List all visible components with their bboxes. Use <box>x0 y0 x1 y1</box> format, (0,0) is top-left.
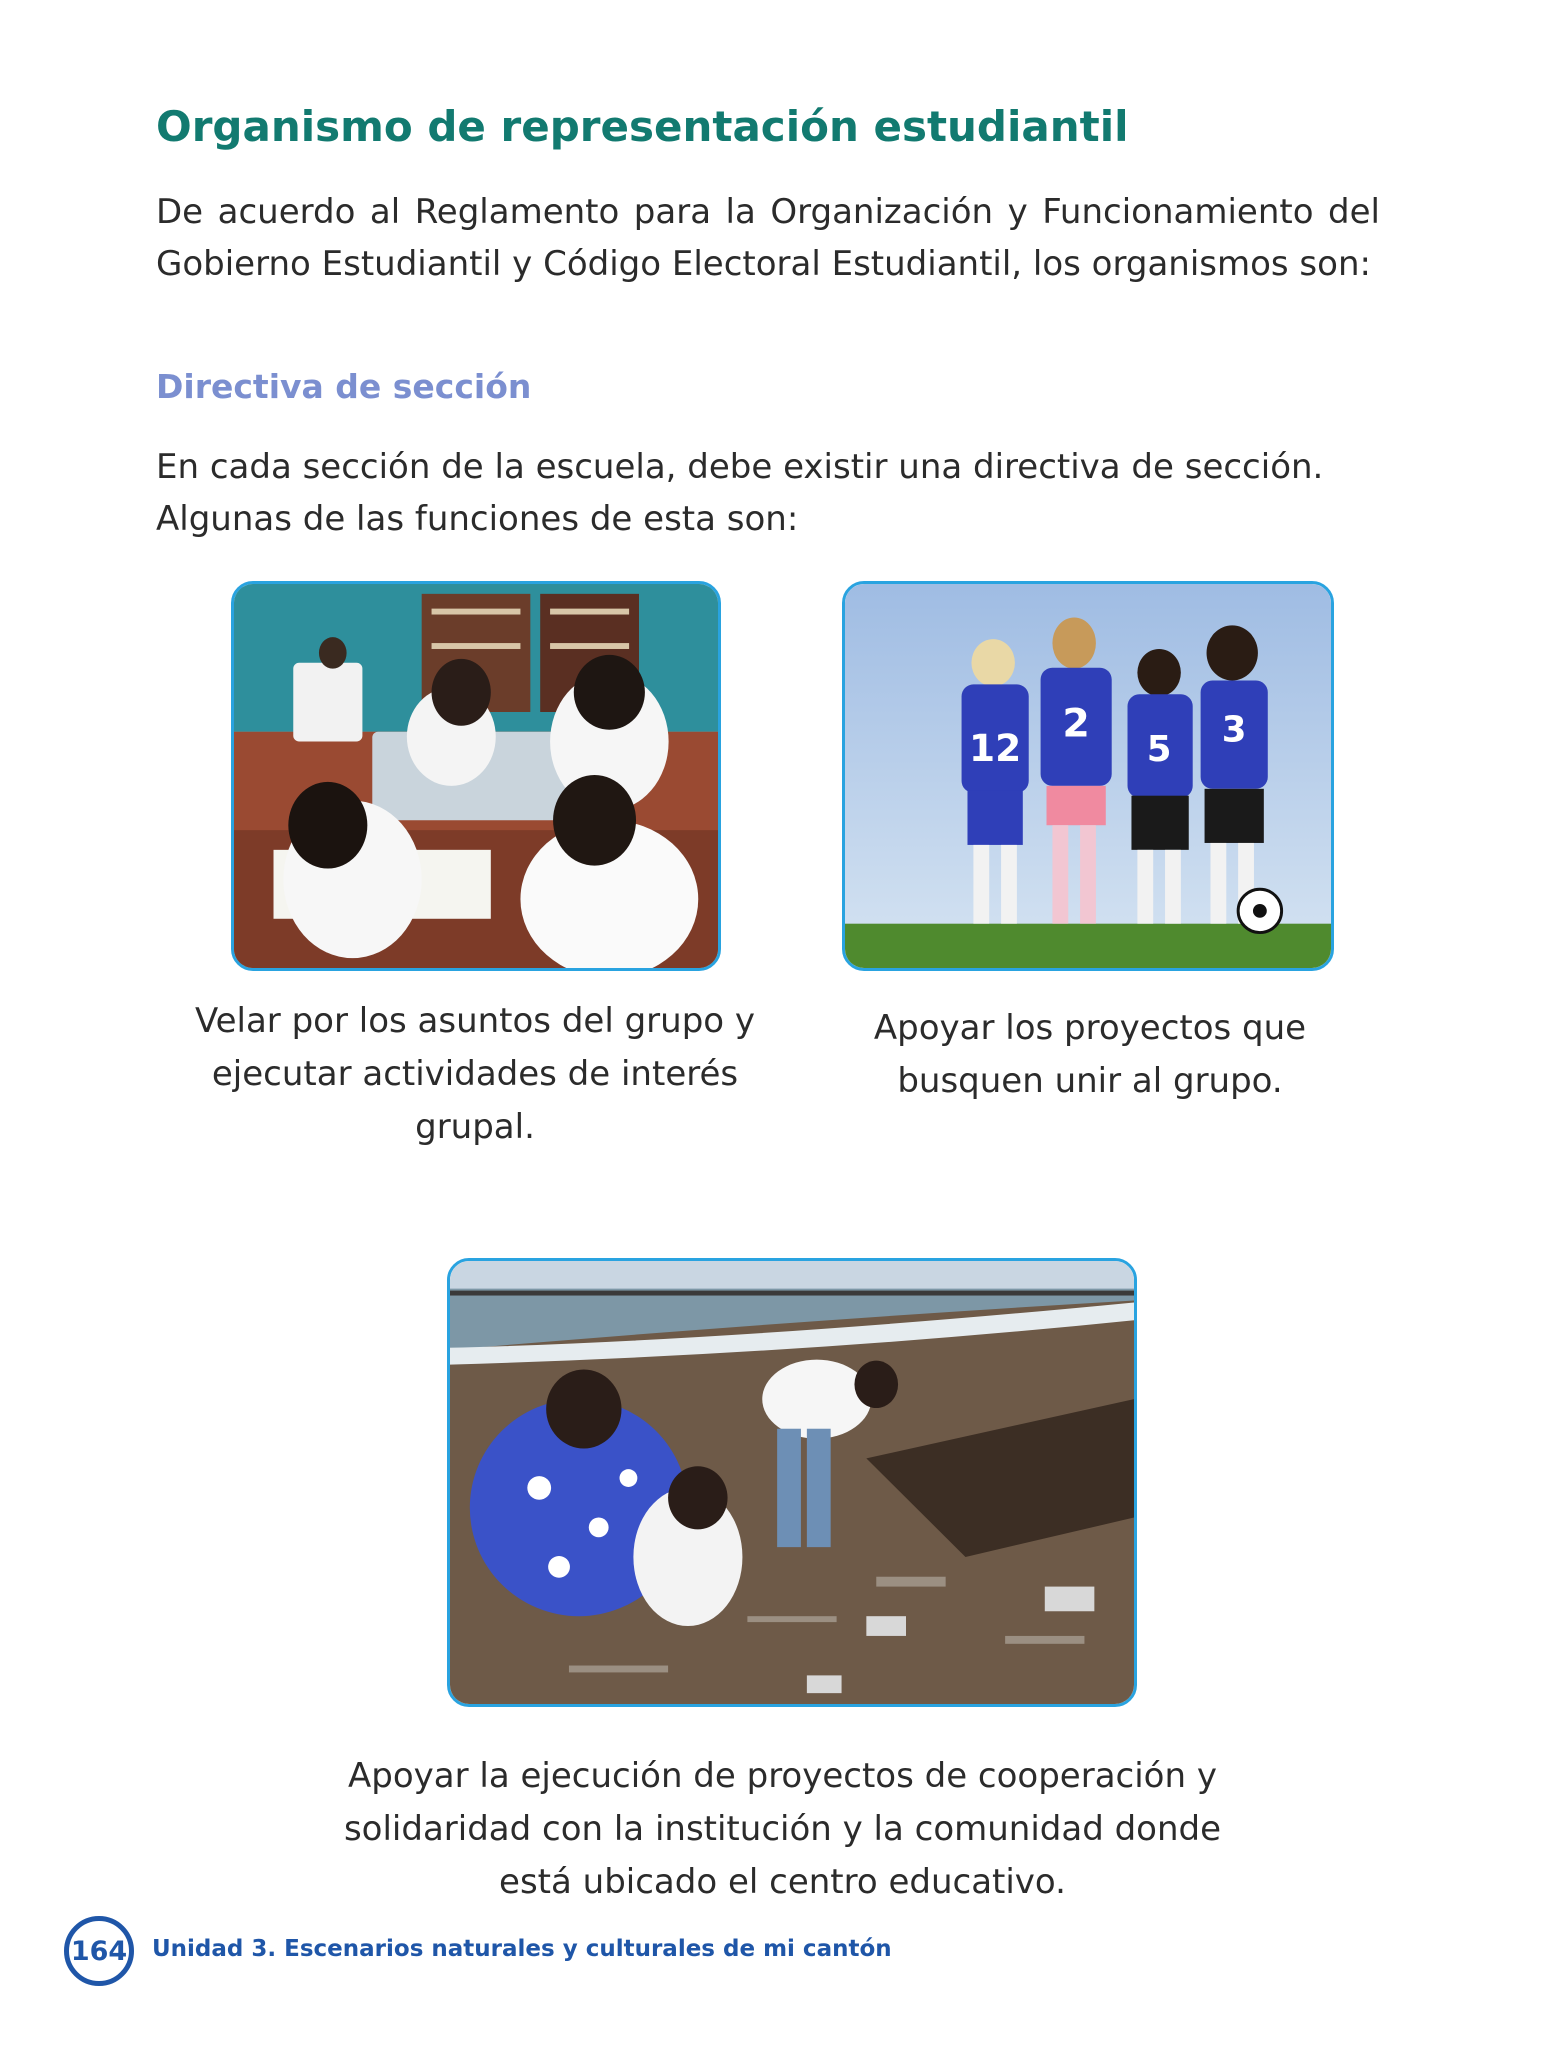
jersey-number-2: 2 <box>1062 700 1090 747</box>
beach-cleanup-photo <box>447 1258 1137 1707</box>
caption-3: Apoyar la ejecución de proyectos de cooperación y solidaridad con la institución y la comunidad donde está ubicado el centro educativo. <box>343 1756 1222 1902</box>
body-paragraph: En cada sección de la escuela, debe existir una directiva de sección. Algunas de las funciones de esta son: <box>156 447 1324 539</box>
intro-paragraph: De acuerdo al Reglamento para la Organización y Funcionamiento del Gobierno Estudiantil y Código Electoral Estudiantil, los organismos son: <box>156 192 1380 284</box>
jersey-number-1: 12 <box>969 726 1022 771</box>
children-soccer-team-photo <box>842 581 1334 971</box>
page-number-badge: 164 <box>64 1916 134 1986</box>
caption-1: Velar por los asuntos del grupo y ejecutar actividades de interés grupal. <box>194 1001 756 1147</box>
jersey-number-4: 3 <box>1221 709 1247 751</box>
caption-2: Apoyar los proyectos que busquen unir al grupo. <box>873 1008 1307 1101</box>
unit-label: Unidad 3. Escenarios naturales y culturales de mi cantón <box>152 1936 892 1962</box>
section-subtitle: Directiva de sección <box>156 367 532 406</box>
classroom-students-photo <box>231 581 721 971</box>
jersey-number-3: 5 <box>1146 729 1172 771</box>
page-title: Organismo de representación estudiantil <box>156 102 1129 151</box>
